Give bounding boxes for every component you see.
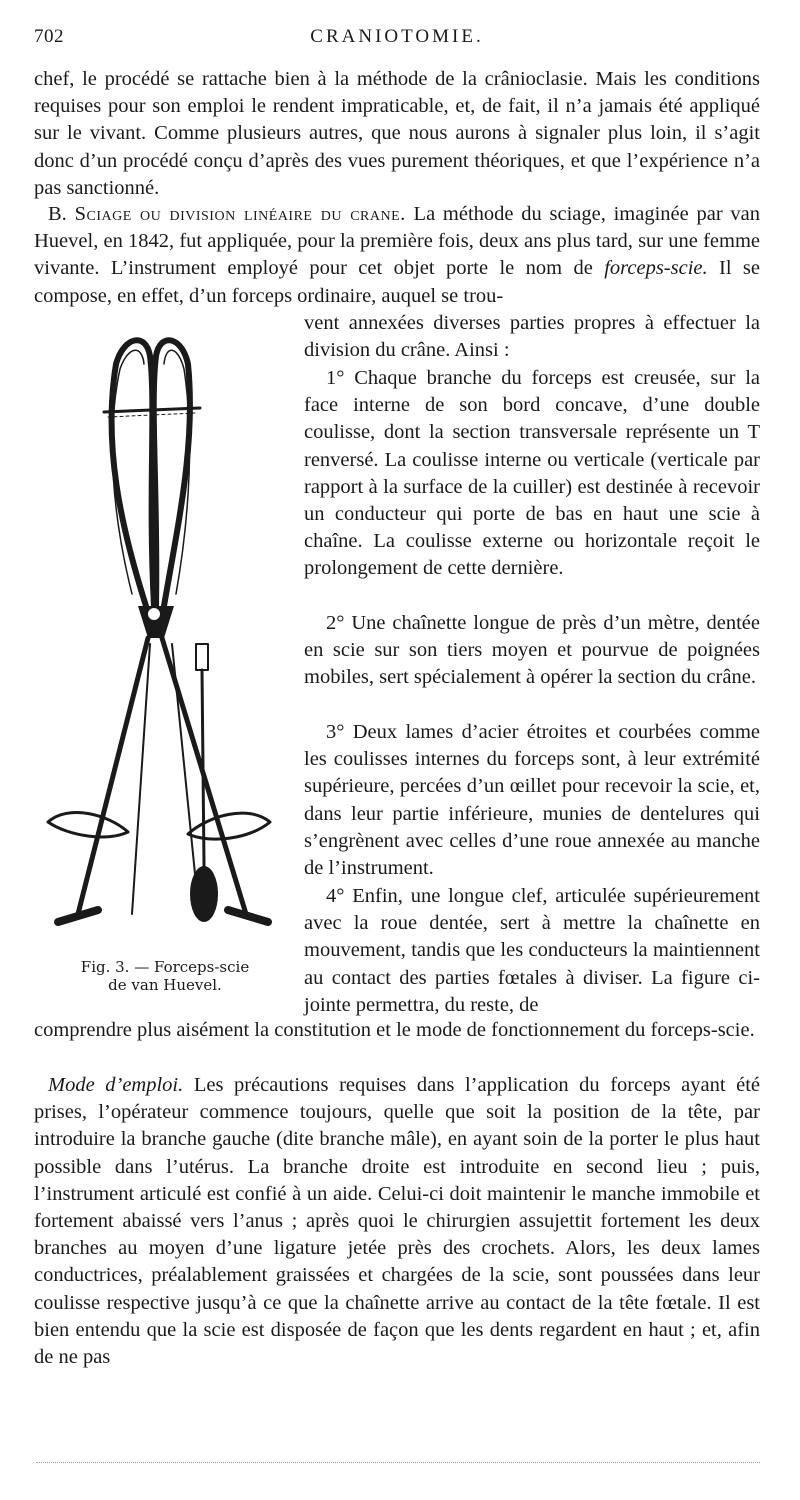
section-b-text: La méthode du sciage, imaginée par van Huevel, en 1842, fut appliquée, pour la première fois, deux ans plus tard, sur une femme vivante. L’instrument employé pour cet objet porte le nom de [34, 203, 761, 280]
caption-line-2: de van Huevel. [108, 976, 222, 994]
paragraph-top: chef, le procédé se rattache bien à la méthode de la crânioclasie. Mais les conditions requises pour son emploi le rendent impraticable, et, de fait, il n’a jamais été appliqué sur le vivant. Comme plusieurs autres, que nous aurons à signaler plus loin, il s’agit donc d’un procédé conçu d’après des vues purement théoriques, et que l’expérience n’a pas sanctionné. [34, 68, 760, 199]
bottom-rule [36, 1462, 760, 1463]
right-col-item-3: 3° Deux lames d’acier étroites et courbées comme les coulisses internes du forceps sont, à leur extrémité supérieure, percées d’un œillet pour recevoir la scie, et, dans leur partie inférieure, munies de dentelures qui s’engrènent avec celles d’une roue annexée au manche de l’instrument. [304, 721, 760, 880]
section-b-text-after: Il se compose, en effet, d’un forceps ordinaire, auquel se trou- [34, 257, 760, 307]
right-col-intro: vent annexées diverses parties propres à effectuer la division du crâne. Ainsi : [304, 312, 760, 362]
mode-emploi-heading: Mode d’emploi. [48, 1074, 184, 1096]
right-col-item-4: 4° Enfin, une longue clef, articulée supérieurement avec la roue dentée, sert à mettre la chaînette en mouvement, tandis que les conducteurs la maintiennent au contact des parties fœtales à diviser. La figure ci-jointe permettra, du reste, de [304, 885, 760, 1016]
right-col-item-1: 1° Chaque branche du forceps est creusée, sur la face interne de son bord concave, d’une double coulisse, dont la section transversale représente un T renversé. La coulisse interne ou verticale (verticale par rapport à la surface de la cuiller) est destinée à recevoir un conducteur qui porte de bas en haut une scie à chaîne. La coulisse externe ou horizontale reçoit le prolongement de cette dernière. [304, 367, 760, 580]
paragraph-mode-emploi [34, 1072, 760, 1371]
paragraph-section-b [34, 201, 760, 310]
caption-line-1: Fig. 3. — Forceps-scie [80, 958, 250, 976]
right-col-item-2: 2° Une chaînette longue de près d’un mètre, dentée en scie sur son tiers moyen et pourvue de poignées mobiles, sert spécialement à opérer la section du crâne. [304, 612, 760, 689]
page-number: 702 [34, 26, 64, 47]
paragraph-full-width: comprendre plus aisément la constitution et le mode de fonctionnement du forceps-scie. [34, 1019, 755, 1041]
mode-emploi-text: Les précautions requises dans l’application du forceps ayant été prises, l’opérateur commence toujours, quelle que soit la position de la tête, par introduire la branche gauche (dite branche mâle), en ayant soin de la porter le plus haut possible dans l’utérus. La branche droite est introduite en second lieu ; puis, l’instrument articulé est confié à un aide. Celui-ci doit maintenir le manche immobile et fortement abaissé vers l’anus ; après quoi le chirurgien assujettit fortement les deux branches au moyen d’une ligature jetée près des crochets. Alors, les deux lames conductrices, préalablement graissées et chargées de la scie, sont poussées dans leur coulisse respective jusqu’à ce que la chaînette arrive au contact de la tête fœtale. Il est bien entendu que la scie est disposée de façon que les dents regardent en haut ; et, afin de ne pas [34, 1074, 761, 1369]
forceps-scie-illustration [28, 324, 288, 944]
running-title: CRANIOTOMIE. [310, 26, 484, 47]
section-b-heading: Sciage ou division linéaire du crane. [74, 203, 406, 225]
running-header [34, 26, 760, 56]
section-b-lead: B. [48, 203, 67, 225]
figure-caption [60, 958, 270, 994]
term-forceps-scie: forceps-scie. [604, 257, 708, 280]
